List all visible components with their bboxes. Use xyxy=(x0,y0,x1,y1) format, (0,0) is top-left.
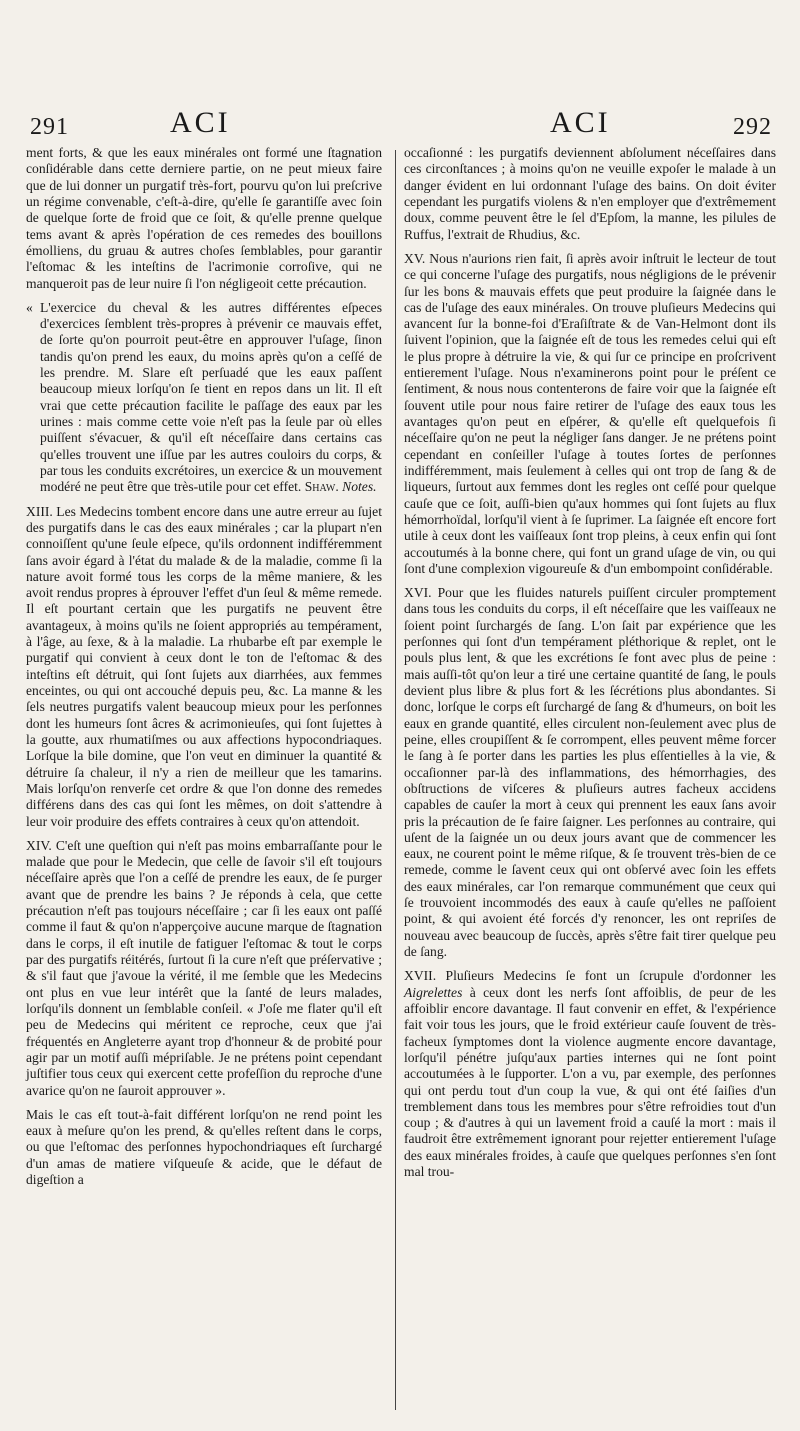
section-text: Les Medecins tombent encore dans une autre erreur au ſujet des purgatifs dans le cas des eaux minérales ; car la plupart n'en connoiſſent qu'une ſeule eſpece, qu'ils ordonnent indifféremment ſans avoir égard à l'état du malade & de la maladie, comme ſi la nature avoit formé tous les corps de la même maniere, & les avoit rendus propres à éprouver l'effet d'un ſeul & même remede. Il eſt pourtant certain que les purgatifs ne peuvent être avantageux, à moins qu'ils ne ſoient appropriés au tempérament, à l'âge, au ſexe, & à la maladie. La rhubarbe eſt par exemple le purgatif qui convient à ceux dont le ton de l'eſtomac & des inteſtins eſt détruit, qui ſont ſujets aux diarrhées, aux femmes enceintes, ou qui ont accouché depuis peu, &c. La manne & les ſels neutres purgatifs valent beaucoup mieux pour les perſonnes dont les humeurs ſont âcres & acrimonieuſes, qui ſont ſujettes à la goutte, aux rhumatiſmes ou aux affections hypocondriaques. Lorſque la bile domine, que l'on veut en diminuer la quantité & détruire ſa chaleur, il n'y a rien de meilleur que les tamarins. Mais lorſqu'on renverſe cet ordre & que l'on donne des remedes différens dans des cas qui ſont les mêmes, on doit s'attendre à leur voir produire des effets contraires à ceux qu'on attendoit. xyxy=(26,503,382,829)
right-running-head: ACI xyxy=(550,106,611,139)
section-number: XV. xyxy=(404,250,426,266)
section-text: Nous n'aurions rien fait, ſi après avoir inſtruit le lecteur de tout ce qui concerne l'uſage des purgatifs, nous négligions de le prévenir ſur les bons & mauvais effets que peut produire la ſaignée dans le cas de l'uſage des eaux minérales. On trouve pluſieurs Medecins qui avancent ſur la bonne-foi d'Eraſiſtrate & de Van-Helmont dont ils ſuivent l'opinion, que la ſaignée eſt de tous les remedes celui qui eſt le plus propre à détruire la vie, & qui ſur ce principe en proſcrivent entierement l'uſage. Nous n'examinerons point pour le préſent ce ſentiment, & nous nous contenterons de faire voir que la ſaignée eſt ſouvent utile pour nous faire retirer de l'uſage des eaux tous les avantages qu'on peut en eſpérer, & qu'elle eſt quelquefois ſi néceſſaire qu'on ne peut la négliger ſans danger. Je ne prétens point cependant en conſeiller l'uſage à toutes ſortes de perſonnes indifféremment, mais ſeulement à celles qui ont trop de ſang & de liqueurs, ſurtout aux femmes dont les regles ont ceſſé pour quelque cauſe que ce ſoit, auſſi-bien qu'aux hommes qui ſont ſujets au flux hémorrhoïdal, lorſqu'il vient à ſe ſuprimer. La ſaignée eſt encore fort utile à ceux dont les vaiſſeaux ſont trop pleins, à ceux enfin qui ſont accoutumés à la bonne chere, qui font un grand uſage de vin, ou qui ſont d'une complexion vigoureuſe & d'un embompoint conſidérable. xyxy=(404,250,776,576)
section-text: à ceux dont les nerfs ſont affoiblis, de peur de les affoiblir encore davantage. Il faut convenir en effet, & l'expérience fait voir tous les jours, que le froid extérieur cauſe ſouvent de très-facheux ſymptomes dont la violence augmente encore davantage, lorſqu'il pénétre juſqu'aux parties internes qui ne ſont point accoutumées à le ſupporter. L'on a vu, par exemple, des perſonnes qui ont perdu tout d'un coup la vue, & qui ont été ſaiſies d'un tremblement dans tous les membres pour s'être refroidies tout d'un coup ; & d'autres à qui un lavement froid a cauſé la mort : mais il faudroit être extrêmement ignorant pour rejetter entierement l'uſage des eaux minérales froides, à cauſe que quelques perſonnes s'en ſont mal trou- xyxy=(404,984,776,1180)
page-header xyxy=(0,104,800,144)
column-divider xyxy=(395,150,396,1410)
right-column xyxy=(404,145,776,1188)
section-number: XVI. xyxy=(404,585,432,601)
paragraph-continued: occaſionné : les purgatifs deviennent abſolument néceſſaires dans ces circonſtances ; à moins qu'on ne veuille expoſer le malade à un danger évident en lui ordonnant l'uſage des bains. On doit éviter cependant les purgatifs violens & n'en employer que d'extrêmement doux, comme peuvent être le ſel d'Epſom, la manne, les pilules de Ruffus, l'extrait de Rhudius, &c. xyxy=(404,145,776,242)
left-running-head: ACI xyxy=(170,106,231,139)
section-text: Pour que les fluides naturels puiſſent circuler promptement dans tous les conduits du corps, il eſt néceſſaire que les vaiſſeaux ne ſoient point ſurchargés de ſang. L'on ſait par expérience que les perſonnes qui ſont d'un tempérament pléthorique & replet, ont le pouls plus lent, & que les excrétions ſe font avec plus de peine : mais auſſi-tôt qu'on leur a tiré une certaine quantité de ſang, le pouls devient plus libre & plus fort & les ſécrétions plus abondantes. Si donc, lorſque le corps eſt ſurchargé de ſang & d'humeurs, on boit les eaux en grande quantité, elles circulent non-ſeulement avec plus de peine, elles croupiſſent & ſe corrompent, elles peuvent même forcer le ſang à ſe porter dans les parties les plus eſſentielles à la vie, & occaſionner par-là des inflammations, des hémorrhagies, des obſtructions de viſceres & pluſieurs autres facheux accidens capables de cauſer la mort à ceux qui prennent les eaux ſans avoir pris la précaution de ſe faire ſaigner. Les perſonnes au contraire, qui uſent de la ſaignée un ou deux jours avant que de commencer les eaux, ne courent point le même riſque, & ſe trouvent très-bien de ce remede, comme le ſavent ceux qui ont obſervé avec ſoin les effets des eaux minérales, car l'on remarque communément que ceux qui ſe trouvoient incommodés des eaux à cauſe qu'elles ne paſſoient point, & qui avoient été forcés d'y renoncer, les ont repriſes de nouveau avec beaucoup de ſuccès, après s'être fait tirer quelque peu de ſang. xyxy=(404,585,776,959)
quote-mark: « xyxy=(26,299,33,315)
emphasis: Aigrelettes xyxy=(404,984,463,1000)
section-xvii xyxy=(404,968,776,1180)
section-number: XIII. xyxy=(26,503,53,519)
left-column xyxy=(26,145,382,1196)
left-page-number: 291 xyxy=(30,114,69,140)
quoted-note xyxy=(26,300,382,496)
right-page-number: 292 xyxy=(733,114,772,140)
paragraph: Mais le cas eſt tout-à-fait différent lorſqu'on ne rend point les eaux à meſure qu'on les prend, & qu'elles reſtent dans le corps, ou que l'eſtomac des perſonnes hypochondriaques eſt ſurchargé d'un amas de matiere viſqueuſe & acide, que le défaut de digeſtion a xyxy=(26,1106,382,1188)
section-number: XIV. xyxy=(26,837,52,853)
quote-text: L'exercice du cheval & les autres différentes eſpeces d'exercices ſemblent très-propres à prévenir ce mauvais effet, de ſorte qu'on pourroit peut-être en approuver l'uſage, ſinon tandis qu'on prend les eaux, du moins après qu'on a ceſſé de les prendre. M. Slare eſt perſuadé que les eaux paſſent beaucoup mieux lorſqu'on ſe tient en repos dans un lit. Il eſt vrai que cette précaution facilite le paſſage des eaux par les urines : mais comme cette voie n'eſt pas la ſeule par où elles puiſſent s'évacuer, & qu'il eſt néceſſaire dans certains cas qu'elles trouvent une iſſue par les autres couloirs du corps, & par tous les conduits excrétoires, un exercice & un mouvement modéré ne peut être que très-utile pour cet effet. xyxy=(40,299,383,495)
paragraph-continued: ment forts, & que les eaux minérales ont formé une ſtagnation conſidérable dans cette derniere partie, on ne peut mieux faire que de lui donner un purgatif très-fort, pourvu qu'on lui preſcrive un régime convenable, c'eſt-à-dire, qu'elle ſe garantiſſe avec ſoin de quelque ſorte de froid que ce ſoit, & qu'elle prenne quelque tems avant & après l'opération de ces remedes des bouillons émolliens, du gruau & autres choſes ſemblables, pour garantir l'eſtomac & les inteſtins de l'acrimonie corroſive, qui ne manqueroit pas de leur nuire ſi l'on négligeoit cette précaution. xyxy=(26,145,382,291)
section-xvi xyxy=(404,585,776,960)
section-xv xyxy=(404,251,776,577)
quote-author: Shaw. xyxy=(304,479,339,495)
section-text: Pluſieurs Medecins ſe font un ſcrupule d'ordonner les xyxy=(445,968,776,984)
section-xiii xyxy=(26,504,382,830)
section-text: C'eſt une queſtion qui n'eſt pas moins embarraſſante pour le malade que pour le Medecin, que celle de ſavoir s'il eſt toujours néceſſaire après que l'on a ceſſé de prendre les eaux, de ſe purger avant que de prendre les bains ? Je réponds à cela, que cette précaution n'eſt pas toujours néceſſaire ; car ſi les eaux ont paſſé comme il faut & qu'on n'apperçoive aucune marque de ſtagnation dans le corps, il eſt inutile de fatiguer l'eſtomac & tout le corps par des purgatifs réitérés, ſurtout ſi la cure n'eſt que préſervative ; & s'il faut que j'avoue la vérité, il me ſemble que les Medecins ont plus en vue leur intérêt que la ſanté de leurs malades, lorſqu'ils donnent un ſemblable conſeil. « J'oſe me flater qu'il eſt peu de Medecins qui méritent ce reproche, ceux que j'ai fréquentés en Angleterre ayant trop d'honneur & de probité pour agir par un motif auſſi mépriſable. Je ne prétens point cependant juſtifier tous ceux qui exercent cette profeſſion du reproche d'une avarice qu'on ne ſauroit approuver ». xyxy=(26,837,383,1098)
section-number: XVII. xyxy=(404,968,437,984)
quote-source: Notes. xyxy=(342,479,377,495)
section-xiv xyxy=(26,838,382,1099)
